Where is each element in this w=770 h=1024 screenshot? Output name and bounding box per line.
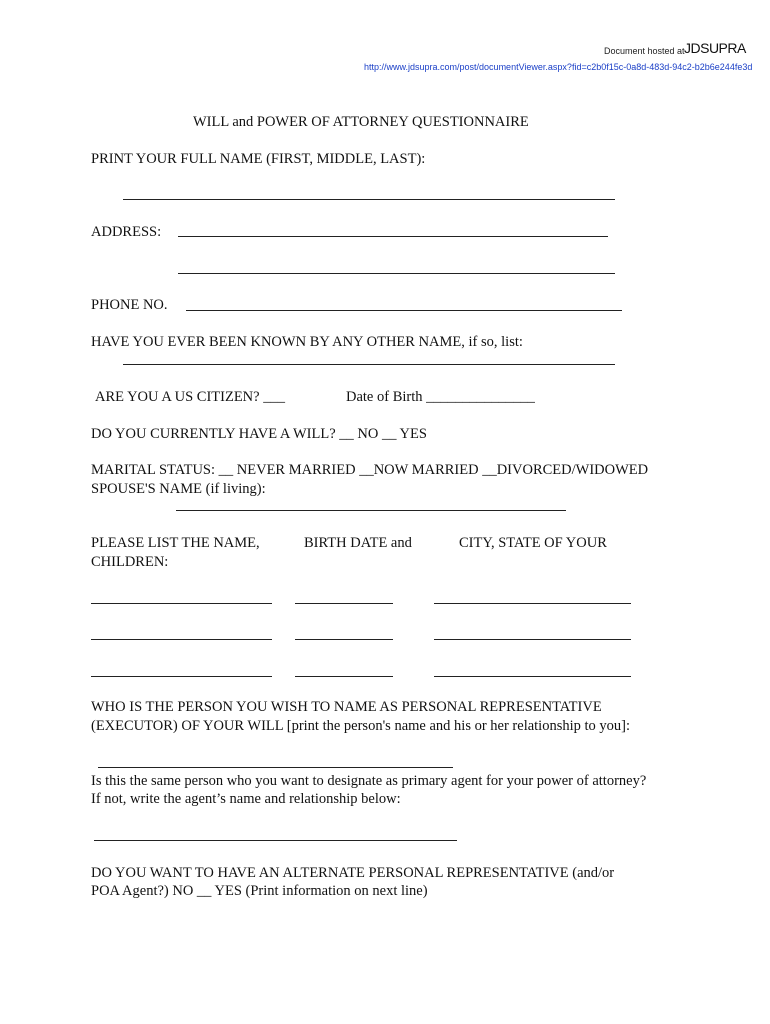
child-2-city-state-field[interactable] xyxy=(434,639,631,640)
child-2-name-field[interactable] xyxy=(91,639,272,640)
alternate-representative-question-line-2: POA Agent?) NO __ YES (Print information on next line) xyxy=(91,883,428,899)
child-1-name-field[interactable] xyxy=(91,603,272,604)
marital-status-label: MARITAL STATUS: __ NEVER MARRIED __NOW MARRIED __DIVORCED/WIDOWED xyxy=(91,462,649,478)
child-3-birthdate-field[interactable] xyxy=(295,676,393,677)
full-name-field[interactable] xyxy=(123,199,615,200)
child-2-birthdate-field[interactable] xyxy=(295,639,393,640)
children-label: CHILDREN: xyxy=(91,554,169,570)
poa-agent-question-line-2: If not, write the agent’s name and relationship below: xyxy=(91,791,401,807)
spouse-name-label: SPOUSE'S NAME (if living): xyxy=(91,481,266,497)
full-name-label: PRINT YOUR FULL NAME (FIRST, MIDDLE, LAST): xyxy=(91,151,426,167)
date-of-birth-label: Date of Birth _______________ xyxy=(346,389,535,405)
children-name-header: PLEASE LIST THE NAME, xyxy=(91,535,260,551)
phone-field[interactable] xyxy=(186,310,622,311)
child-3-name-field[interactable] xyxy=(91,676,272,677)
child-1-birthdate-field[interactable] xyxy=(295,603,393,604)
spouse-name-field[interactable] xyxy=(176,510,566,511)
executor-question-line-2: (EXECUTOR) OF YOUR WILL [print the person's name and his or her relationship to you]: xyxy=(91,718,631,734)
document-url-link[interactable]: http://www.jdsupra.com/post/documentViewer.aspx?fid=c2b0f15c-0a8d-483d-94c2-b2b6e244fe3d xyxy=(364,62,753,72)
us-citizen-question: ARE YOU A US CITIZEN? ___ xyxy=(95,389,285,405)
form-title: WILL and POWER OF ATTORNEY QUESTIONNAIRE xyxy=(193,114,529,130)
address-field-line-1[interactable] xyxy=(178,236,608,237)
other-names-label: HAVE YOU EVER BEEN KNOWN BY ANY OTHER NAME, if so, list: xyxy=(91,334,523,350)
executor-question-line-1: WHO IS THE PERSON YOU WISH TO NAME AS PERSONAL REPRESENTATIVE xyxy=(91,699,602,715)
current-will-question: DO YOU CURRENTLY HAVE A WILL? __ NO __ YES xyxy=(91,426,427,442)
poa-agent-field[interactable] xyxy=(94,840,457,841)
hosted-label: Document hosted at xyxy=(604,46,685,56)
alternate-representative-question-line-1: DO YOU WANT TO HAVE AN ALTERNATE PERSONAL REPRESENTATIVE (and/or xyxy=(91,865,615,881)
children-city-state-header: CITY, STATE OF YOUR xyxy=(459,535,607,551)
child-3-city-state-field[interactable] xyxy=(434,676,631,677)
address-field-line-2[interactable] xyxy=(178,273,615,274)
phone-label: PHONE NO. xyxy=(91,297,168,313)
poa-agent-question-line-1: Is this the same person who you want to designate as primary agent for your power of attorney? xyxy=(91,773,647,789)
other-names-field[interactable] xyxy=(123,364,615,365)
child-1-city-state-field[interactable] xyxy=(434,603,631,604)
address-label: ADDRESS: xyxy=(91,224,162,240)
jdsupra-logo: JDSUPRA xyxy=(684,40,746,56)
children-birthdate-header: BIRTH DATE and xyxy=(304,535,412,551)
executor-field[interactable] xyxy=(98,767,453,768)
